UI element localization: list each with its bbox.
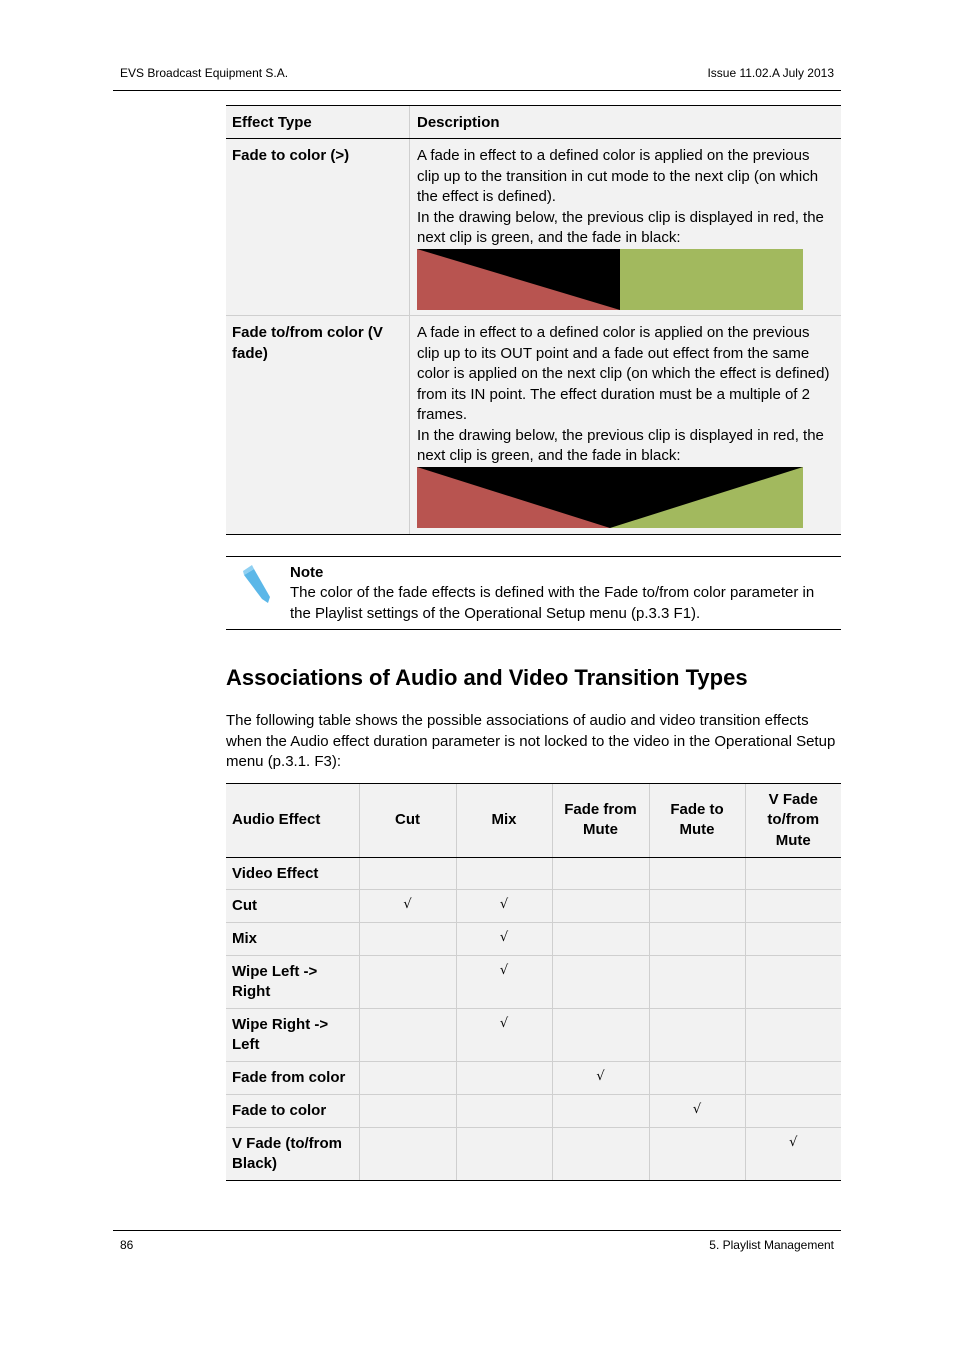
table-header-row — [226, 784, 841, 857]
page-number: 86 — [120, 1238, 134, 1252]
description-text: A fade in effect to a defined color is applied on the previous clip up to the transition in cut mode to the next clip (on which the effect is defined). — [417, 147, 819, 205]
note-title: Note — [290, 564, 324, 581]
drawing-note: In the drawing below, the previous clip is displayed in red, the next clip is green, and the fade in black: — [417, 426, 824, 464]
column-header: Fade to Mute — [649, 784, 745, 857]
table-cell — [552, 955, 649, 1008]
effect-table — [226, 105, 841, 535]
effect-type: Fade to color (>) — [226, 139, 410, 315]
table-cell — [745, 1094, 841, 1127]
associations-table — [226, 783, 841, 1181]
table-cell — [649, 1008, 745, 1061]
table-cell: √ — [745, 1127, 841, 1180]
table-cell: √ — [552, 1061, 649, 1094]
table-cell — [552, 1008, 649, 1061]
table-cell — [649, 922, 745, 955]
table-cell — [552, 922, 649, 955]
effect-type: Fade to/from color (V fade) — [226, 316, 410, 534]
row-label: Cut — [226, 889, 359, 922]
table-row — [226, 1008, 841, 1061]
table-cell — [649, 955, 745, 1008]
table-row — [226, 1127, 841, 1180]
section-intro: The following table shows the possible associations of audio and video transition effects when the Audio effect duration parameter is not locked to the video in the Operational Setup menu (p.3.1. F3): — [226, 712, 836, 770]
drawing-note: In the drawing below, the previous clip is displayed in red, the next clip is green, and the fade in black: — [417, 208, 824, 246]
column-header: V Fade to/from Mute — [745, 784, 841, 857]
row-label: Wipe Left -> Right — [226, 955, 359, 1008]
table-cell — [745, 889, 841, 922]
effect-table-header — [226, 105, 841, 139]
header-rule — [113, 90, 841, 91]
effect-row-fade-to-color — [226, 139, 841, 315]
footer-chapter: 5. Playlist Management — [709, 1238, 834, 1252]
table-row — [226, 1094, 841, 1127]
row-label: Video Effect — [226, 857, 359, 889]
column-header: Fade from Mute — [552, 784, 649, 857]
table-cell — [359, 1008, 456, 1061]
table-cell — [359, 1094, 456, 1127]
v-fade-diagram — [417, 467, 803, 528]
table-cell — [456, 1094, 552, 1127]
table-cell — [552, 1094, 649, 1127]
description-text: A fade in effect to a defined color is applied on the previous clip up to its OUT point and a fade out effect from the same color is applied on the next clip (on which the effect is defined) from its IN point. The effect duration must be a multiple of 2 frames. — [417, 324, 830, 423]
table-cell — [552, 1127, 649, 1180]
table-cell — [745, 955, 841, 1008]
table-cell — [456, 1127, 552, 1180]
table-cell — [552, 857, 649, 889]
footer-rule — [113, 1230, 841, 1231]
table-row — [226, 889, 841, 922]
fade-to-color-diagram — [417, 249, 803, 310]
table-cell — [359, 1127, 456, 1180]
header-issue: Issue 11.02.A July 2013 — [707, 66, 834, 80]
note-text: The color of the fade effects is defined with the Fade to/from color parameter in the Playlist settings of the Operational Setup menu (p.3.3 F1). — [290, 584, 815, 622]
row-label: Mix — [226, 922, 359, 955]
row-label: Wipe Right -> Left — [226, 1008, 359, 1061]
table-cell — [649, 857, 745, 889]
table-cell — [456, 1061, 552, 1094]
table-cell: √ — [456, 1008, 552, 1061]
table-cell: √ — [359, 889, 456, 922]
column-header: Mix — [456, 784, 552, 857]
effect-description — [411, 139, 841, 318]
table-cell: √ — [649, 1094, 745, 1127]
table-cell — [745, 1008, 841, 1061]
table-cell — [359, 857, 456, 889]
table-cell — [649, 1127, 745, 1180]
table-row — [226, 922, 841, 955]
table-cell — [745, 922, 841, 955]
table-cell — [649, 889, 745, 922]
table-cell — [745, 857, 841, 889]
next-clip-region — [620, 249, 803, 310]
header-company: EVS Broadcast Equipment S.A. — [120, 66, 289, 80]
column-header: Audio Effect — [226, 784, 359, 857]
table-cell — [359, 922, 456, 955]
table-cell — [649, 1061, 745, 1094]
row-label: Fade from color — [226, 1061, 359, 1094]
table-cell: √ — [456, 922, 552, 955]
table-cell — [552, 889, 649, 922]
effect-row-v-fade — [226, 315, 841, 534]
table-cell — [456, 857, 552, 889]
column-header: Cut — [359, 784, 456, 857]
effect-type-header: Effect Type — [226, 106, 410, 138]
table-row — [226, 1061, 841, 1094]
table-row — [226, 857, 841, 889]
pencil-icon — [240, 563, 274, 603]
table-cell: √ — [456, 955, 552, 1008]
effect-description — [411, 316, 841, 536]
row-label: V Fade (to/from Black) — [226, 1127, 359, 1180]
table-row — [226, 955, 841, 1008]
section-title: Associations of Audio and Video Transition Types — [226, 665, 748, 690]
table-cell — [745, 1061, 841, 1094]
description-header: Description — [417, 114, 500, 131]
table-cell: √ — [456, 889, 552, 922]
table-cell — [359, 1061, 456, 1094]
table-cell — [359, 955, 456, 1008]
note-box — [226, 556, 841, 630]
row-label: Fade to color — [226, 1094, 359, 1127]
